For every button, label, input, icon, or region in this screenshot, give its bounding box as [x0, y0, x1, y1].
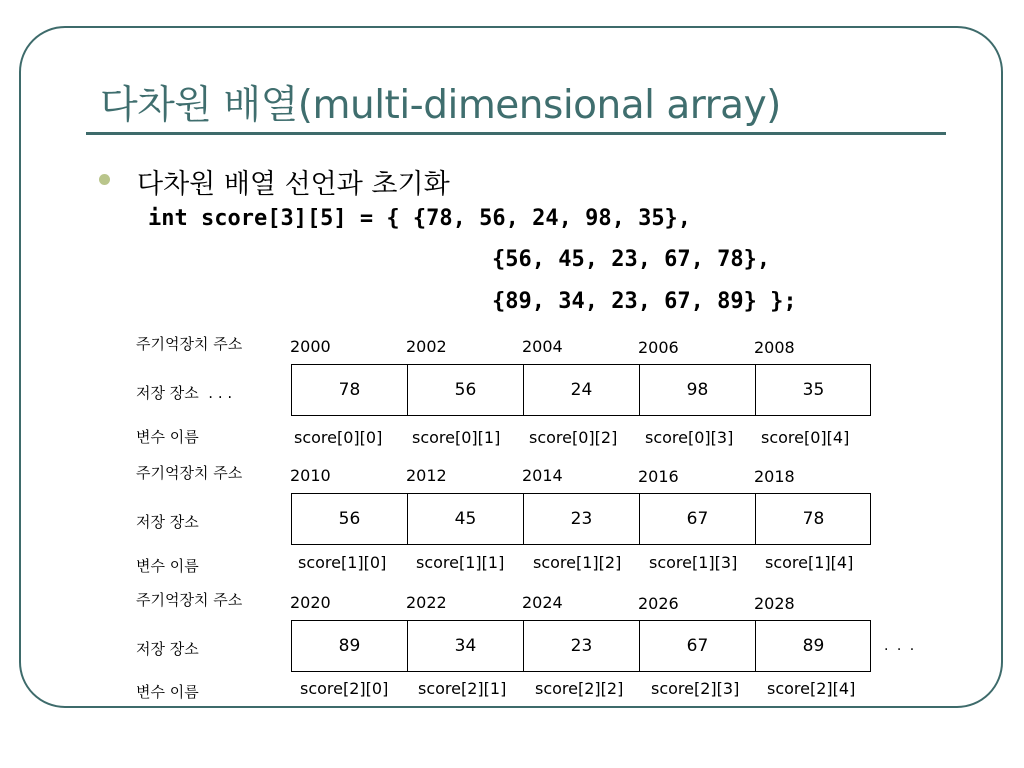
memory-cell: 56	[407, 365, 523, 415]
bullet-text: 다차원 배열 선언과 초기화	[137, 169, 450, 200]
memory-cell: 24	[523, 365, 639, 415]
variable-name: score[0][0]	[294, 428, 383, 447]
memory-cell: 89	[291, 621, 407, 671]
code-line-1: int score[3][5] = { {78, 56, 24, 98, 35},	[148, 206, 692, 231]
memory-cell: 78	[291, 365, 407, 415]
memory-row	[291, 364, 871, 416]
memory-cell: 67	[639, 621, 755, 671]
address-label: 주기억장치 주소	[136, 591, 243, 609]
slide-title: 다차원 배열(multi-dimensional array)	[100, 83, 781, 128]
address-label: 주기억장치 주소	[136, 335, 243, 353]
bullet-icon	[99, 174, 110, 185]
variable-name: score[1][2]	[533, 553, 622, 572]
memory-cell: 34	[407, 621, 523, 671]
variable-name: score[2][4]	[767, 679, 856, 698]
address-value: 2018	[754, 467, 795, 486]
address-value: 2014	[522, 466, 563, 485]
variable-name: score[0][3]	[645, 428, 734, 447]
address-value: 2008	[754, 338, 795, 357]
variable-name: score[0][4]	[761, 428, 850, 447]
address-value: 2020	[290, 593, 331, 612]
address-value: 2010	[290, 466, 331, 485]
ellipsis: . . .	[884, 638, 917, 654]
address-value: 2028	[754, 594, 795, 613]
variable-name: score[1][3]	[649, 553, 738, 572]
memory-cell: 56	[291, 494, 407, 544]
ellipsis: . . .	[208, 384, 233, 402]
title-underline	[86, 132, 946, 135]
address-value: 2002	[406, 337, 447, 356]
memory-cell: 23	[523, 494, 639, 544]
variable-name: score[0][2]	[529, 428, 618, 447]
memory-cell: 78	[755, 494, 871, 544]
variable-name: score[2][3]	[651, 679, 740, 698]
code-line-3: {89, 34, 23, 67, 89} };	[492, 289, 797, 314]
variable-name: score[2][2]	[535, 679, 624, 698]
memory-row	[291, 620, 871, 672]
memory-cell: 35	[755, 365, 871, 415]
storage-label: 저장 장소 . . .	[136, 384, 233, 402]
code-line-2: {56, 45, 23, 67, 78},	[492, 247, 771, 272]
memory-cell: 23	[523, 621, 639, 671]
memory-cell: 89	[755, 621, 871, 671]
address-value: 2026	[638, 594, 679, 613]
variable-name-label: 변수 이름	[136, 557, 199, 575]
storage-label: 저장 장소	[136, 640, 199, 658]
variable-name: score[1][1]	[416, 553, 505, 572]
address-value: 2024	[522, 593, 563, 612]
variable-name: score[1][4]	[765, 553, 854, 572]
memory-cell: 45	[407, 494, 523, 544]
memory-row	[291, 493, 871, 545]
address-value: 2016	[638, 467, 679, 486]
address-value: 2006	[638, 338, 679, 357]
address-value: 2012	[406, 466, 447, 485]
variable-name-label: 변수 이름	[136, 428, 199, 446]
memory-cell: 98	[639, 365, 755, 415]
address-value: 2004	[522, 337, 563, 356]
variable-name: score[0][1]	[412, 428, 501, 447]
variable-name: score[2][1]	[418, 679, 507, 698]
address-label: 주기억장치 주소	[136, 464, 243, 482]
address-value: 2022	[406, 593, 447, 612]
address-value: 2000	[290, 337, 331, 356]
variable-name-label: 변수 이름	[136, 683, 199, 701]
storage-label: 저장 장소	[136, 513, 199, 531]
memory-cell: 67	[639, 494, 755, 544]
variable-name: score[1][0]	[298, 553, 387, 572]
variable-name: score[2][0]	[300, 679, 389, 698]
